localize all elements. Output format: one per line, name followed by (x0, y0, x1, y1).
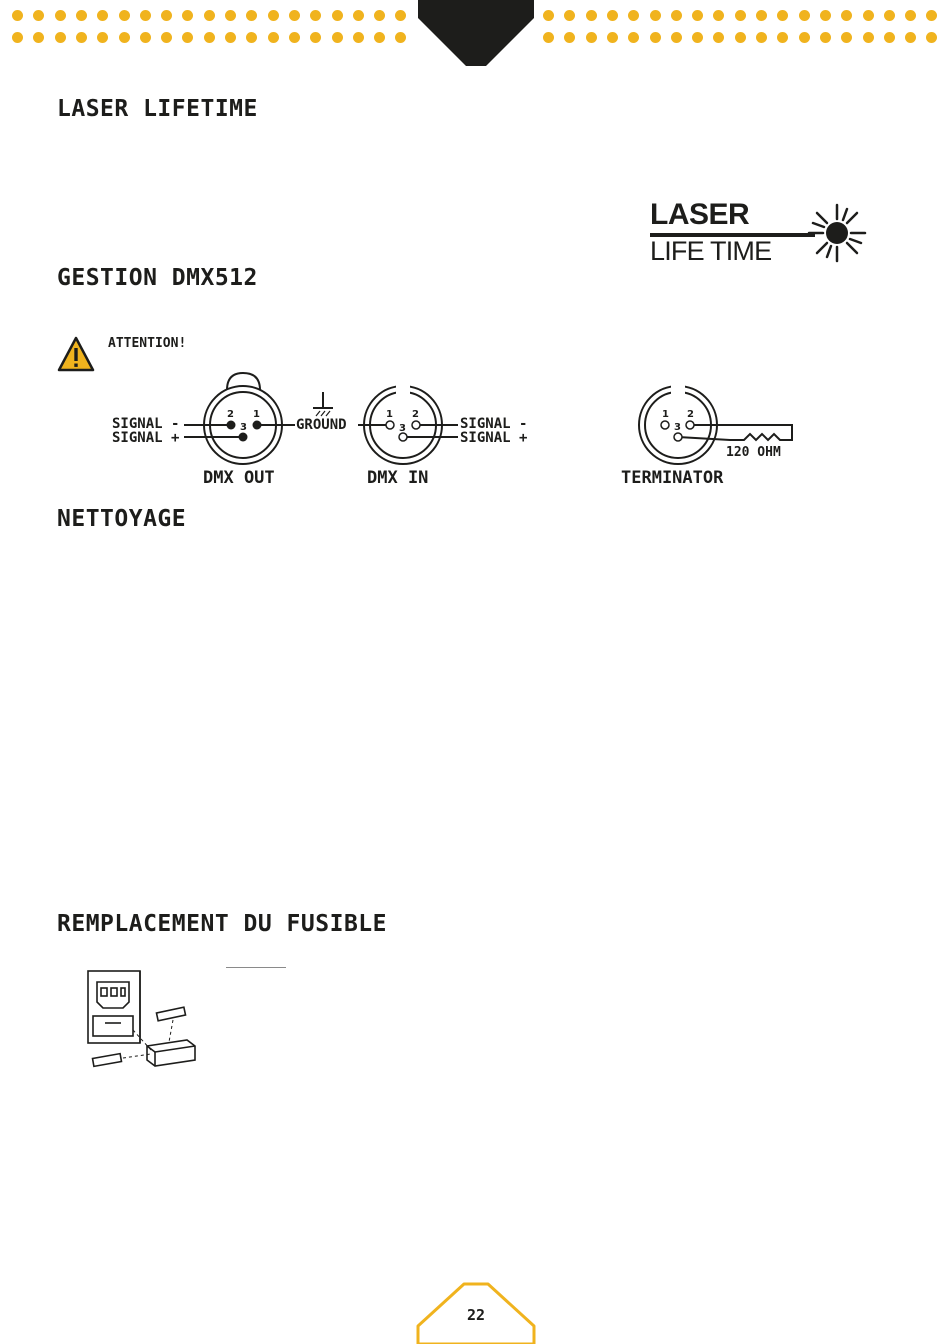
heading-fusible: REMPLACEMENT DU FUSIBLE (57, 911, 387, 937)
header-dot (586, 10, 597, 21)
header-dot (543, 32, 554, 43)
header-dot (289, 10, 300, 21)
logo-line2: LIFE TIME (650, 236, 772, 266)
header-dot (12, 10, 23, 21)
header-dot (820, 32, 831, 43)
header-dot (310, 32, 321, 43)
terminator-label: TERMINATOR (621, 468, 724, 488)
header-dot (289, 32, 300, 43)
terminator-pin-2: 2 (687, 409, 694, 420)
header-dot (332, 10, 343, 21)
header-dot (182, 32, 193, 43)
header-dot (225, 10, 236, 21)
header-dot (119, 10, 130, 21)
out-signal-minus-label: SIGNAL - (112, 416, 180, 432)
warning-label: ATTENTION! (108, 336, 187, 351)
header-dot (671, 10, 682, 21)
page-number: 22 (466, 1306, 486, 1324)
header-dot (353, 10, 364, 21)
dmx-out-pin-3: 3 (240, 422, 247, 433)
in-signal-plus-label: SIGNAL + (460, 430, 528, 446)
header-dot (628, 10, 639, 21)
header-dot (268, 10, 279, 21)
header-dot (55, 10, 66, 21)
header-dot (650, 32, 661, 43)
header-dot (586, 32, 597, 43)
header-dot (246, 32, 257, 43)
header-dot (756, 10, 767, 21)
header-dot (756, 32, 767, 43)
dmx-wiring-diagram (100, 370, 820, 500)
header-dot (204, 32, 215, 43)
header-dot (140, 10, 151, 21)
dmx-in-label: DMX IN (367, 468, 429, 488)
warning-triangle-icon (57, 336, 95, 372)
logo-line1: LASER (650, 198, 750, 231)
header-dot (735, 32, 746, 43)
header-dot (140, 32, 151, 43)
laser-lifetime-logo (648, 198, 868, 270)
heading-laser-lifetime: LASER LIFETIME (57, 96, 258, 122)
in-signal-minus-label: SIGNAL - (460, 416, 528, 432)
header-dot (395, 10, 406, 21)
header-dot (863, 32, 874, 43)
header-dot (76, 10, 87, 21)
header-dot (268, 32, 279, 43)
ohm-label: 120 OHM (726, 445, 781, 460)
header-dot (735, 10, 746, 21)
header-dot (905, 32, 916, 43)
header-dot (395, 32, 406, 43)
ground-label: GROUND (296, 417, 347, 433)
dmx-in-pin-2: 2 (412, 409, 419, 420)
out-signal-plus-label: SIGNAL + (112, 430, 180, 446)
header-dot (97, 10, 108, 21)
thin-rule (226, 967, 286, 968)
header-dot (863, 10, 874, 21)
heading-nettoyage: NETTOYAGE (57, 506, 187, 532)
header-dot (310, 10, 321, 21)
header-dot (926, 10, 937, 21)
header-dot (161, 10, 172, 21)
header-dot (33, 10, 44, 21)
header-dot (905, 10, 916, 21)
header-dot (225, 32, 236, 43)
dmx-in-pin-1: 1 (386, 409, 393, 420)
dmx-in-pin-3: 3 (399, 423, 406, 434)
header-dot (353, 32, 364, 43)
header-dot (841, 32, 852, 43)
header-dot (884, 32, 895, 43)
laser-burst-icon (806, 202, 868, 264)
header-dot (692, 32, 703, 43)
header-dot (650, 10, 661, 21)
header-dot (564, 32, 575, 43)
header-dot (374, 10, 385, 21)
header-dot (777, 32, 788, 43)
dmx-out-pin-1: 1 (253, 409, 260, 420)
header-dot (713, 10, 724, 21)
header-dot (332, 32, 343, 43)
dmx-out-label: DMX OUT (203, 468, 275, 488)
header-dot (799, 32, 810, 43)
fuse-replacement-illustration (85, 968, 205, 1073)
header-dot (543, 10, 554, 21)
header-dot (182, 10, 193, 21)
header-dot (841, 10, 852, 21)
header-dot (12, 32, 23, 43)
header-dot (76, 32, 87, 43)
header-dot (55, 32, 66, 43)
header-dot (119, 32, 130, 43)
header-dot (777, 10, 788, 21)
header-dot (246, 10, 257, 21)
header-dot (799, 10, 810, 21)
header-dot (161, 32, 172, 43)
header-dot (628, 32, 639, 43)
header-dot (884, 10, 895, 21)
header-dot (607, 10, 618, 21)
header-dot (204, 10, 215, 21)
header-dot (692, 10, 703, 21)
header-dot (820, 10, 831, 21)
heading-gestion-dmx: GESTION DMX512 (57, 265, 258, 291)
header-dot (97, 32, 108, 43)
header-dot (33, 32, 44, 43)
header-dot (713, 32, 724, 43)
header-dot (564, 10, 575, 21)
header-dot (374, 32, 385, 43)
header-dot (671, 32, 682, 43)
header-dot (926, 32, 937, 43)
terminator-pin-1: 1 (662, 409, 669, 420)
header-dot (607, 32, 618, 43)
terminator-pin-3: 3 (674, 422, 681, 433)
dmx-out-pin-2: 2 (227, 409, 234, 420)
header-tab (418, 0, 534, 66)
